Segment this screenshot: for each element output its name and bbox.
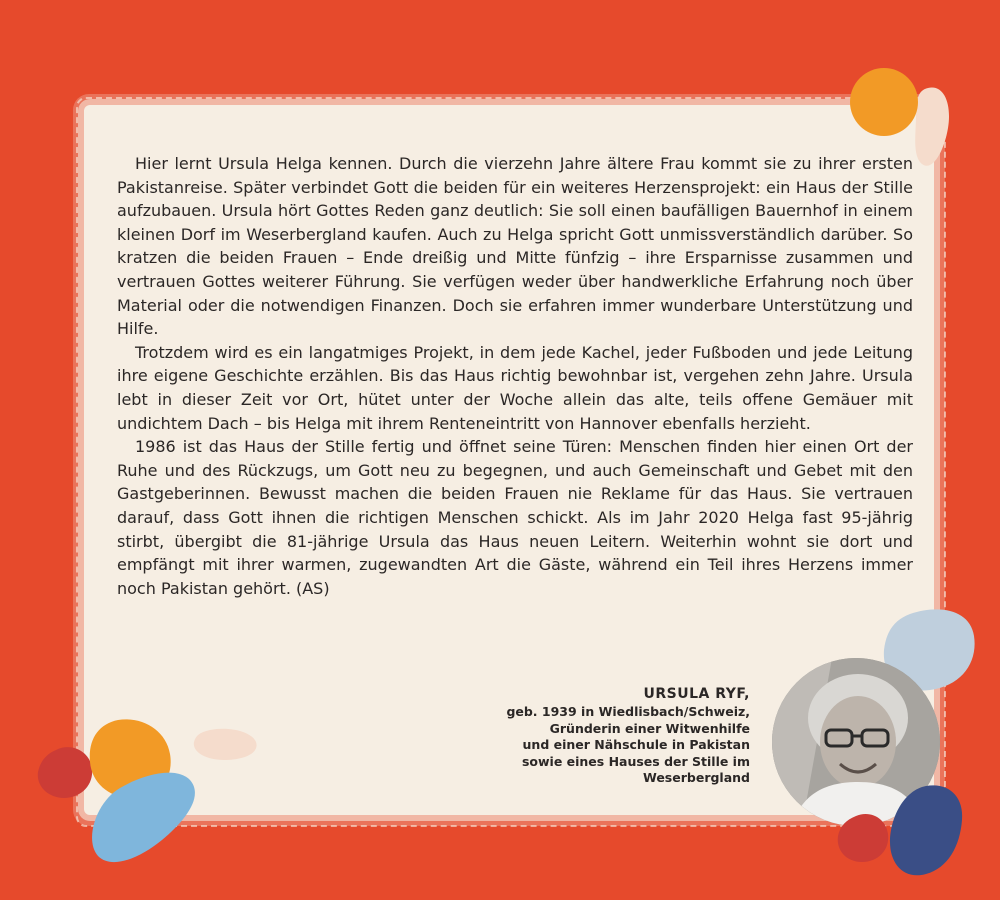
- caption-line: Gründerin einer Witwenhilfe: [549, 720, 750, 736]
- dark-red-blob: [38, 747, 92, 798]
- face: [820, 696, 896, 788]
- caption-line: Weserbergland: [642, 770, 750, 786]
- body-text: [117, 152, 913, 600]
- navy-blob: [890, 785, 962, 875]
- caption-line: geb. 1939 in Wiedlisbach/Schweiz,: [506, 704, 750, 720]
- paragraph-3: 1986 ist das Haus der Stille fertig und öffnet seine Türen: Menschen finden hier einen Ort der Ruhe und des Rückzugs, um Gott neu zu begegnen, und auch Gemeinschaft und Gebet mit den Gastgeberinnen. Bewusst machen die beiden Frauen nie Reklame für das Haus. Sie vertrauen darauf, dass Gott ihnen die richtigen Menschen schickt. Als im Jahr 2020 Helga fast 95-jährig stirbt, übergibt die 81-jährige Ursula das Haus neuen Leitern. Weiterhin wohnt sie dort und empfängt mit ihrer warmen, zugewandten Art die Gäste, während ein Teil ihres Herzens immer noch Pakistan gehört. (AS): [117, 437, 913, 598]
- paragraph-2: Trotzdem wird es ein langatmiges Projekt, in dem jede Kachel, jeder Fußboden und jede Leitung ihre eigene Geschichte erzählen. Bis das Haus richtig bewohnbar ist, vergehen zehn Jahre. Ursula lebt in dieser Zeit vor Ort, hütet unter der Woche allein das alte, teils offene Gemäuer mit undichtem Dach – bis Helga mit ihrem Renteneintritt von Hannover ebenfalls herzieht.: [117, 342, 913, 433]
- paragraph-1: Hier lernt Ursula Helga kennen. Durch die vierzehn Jahre ältere Frau kommt sie zu ihrer ersten Pakistanreise. Später verbindet Gott die beiden für ein weiteres Herzensprojekt: ein Haus der Stille aufzubauen. Ursula hört Gottes Reden ganz deutlich: Sie soll einen baufälligen Bauernhof in einem kleinen Dorf im Weserbergland kaufen. Auch zu Helga spricht Gott unmissverständlich darüber. So kratzen die beiden Frauen – Ende dreißig und Mitte fünfzig – ihre Ersparnisse zusammen und vertrauen Gottes weiterer Führung. Sie verfügen weder über handwerkliche Erfahrung noch über Material oder die notwendigen Finanzen. Doch sie erfahren immer wunderbare Unterstützung und Hilfe.: [117, 154, 913, 339]
- peach-blob: [915, 87, 949, 165]
- dark-red-blob-right: [838, 814, 888, 862]
- orange-blob: [850, 68, 918, 136]
- caption-name: URSULA RYF,: [643, 686, 750, 702]
- decorative-blobs-bottom-left: [20, 690, 280, 900]
- caption-line: und einer Nähschule in Pakistan: [522, 737, 750, 753]
- decorative-blobs-portrait-overlap: [830, 776, 970, 900]
- caption-line: sowie eines Hauses der Stille im: [521, 753, 750, 769]
- portrait-caption: [450, 686, 750, 786]
- peach-blob-small: [194, 729, 257, 760]
